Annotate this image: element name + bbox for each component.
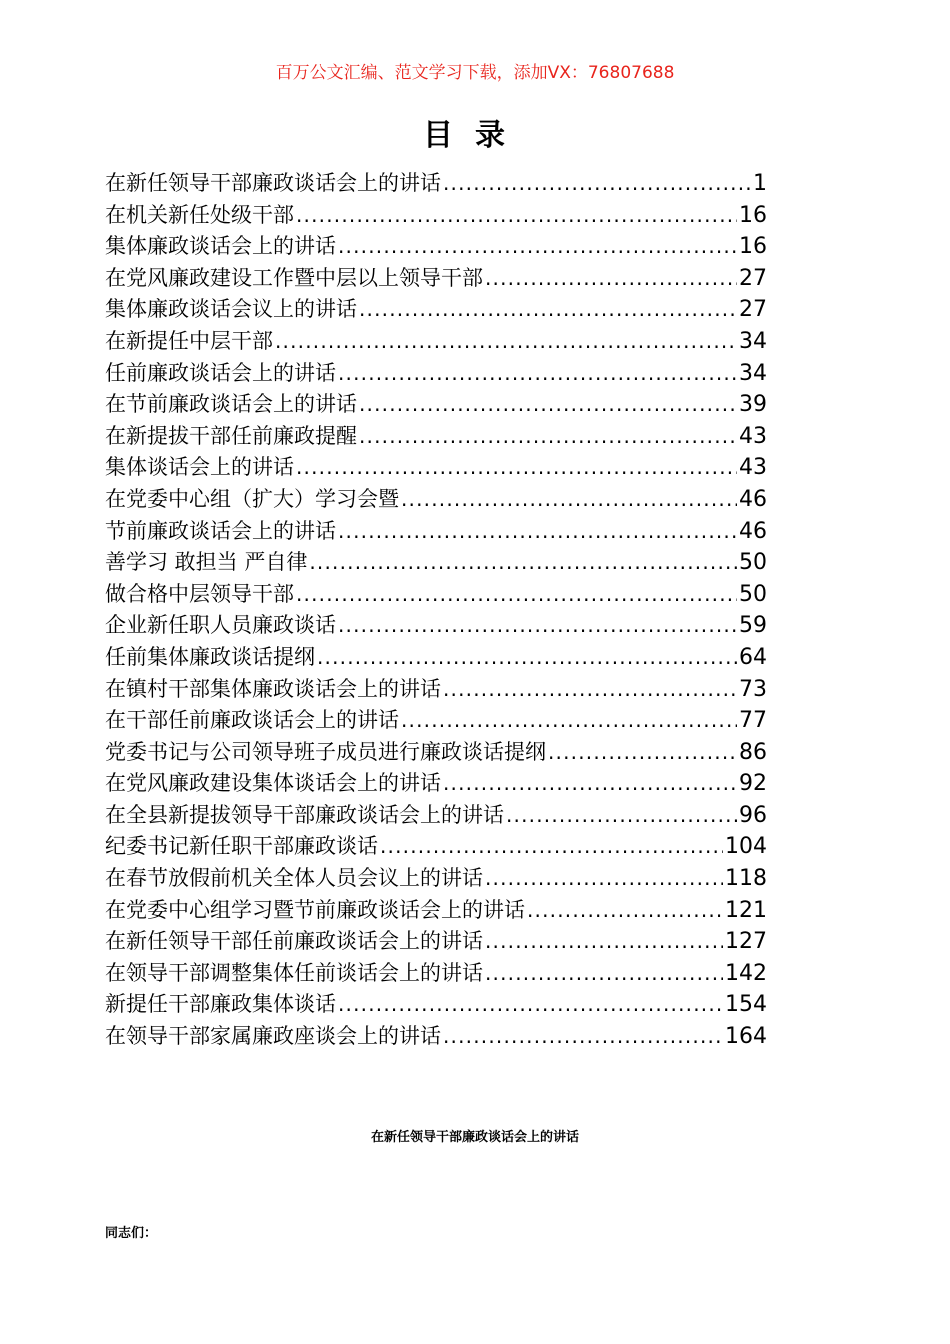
toc-entry[interactable] [105, 831, 767, 863]
toc-dot-leader [296, 452, 737, 484]
toc-dot-leader [401, 484, 737, 516]
toc-entry-page: 154 [725, 992, 767, 1018]
toc-entry-title: 在领导干部家属廉政座谈会上的讲话 [105, 1024, 441, 1049]
toc-entry-page: 64 [739, 644, 767, 670]
toc-entry-page: 104 [725, 834, 767, 860]
toc-entry-page: 73 [739, 676, 767, 702]
toc-entry-page: 34 [739, 360, 767, 386]
toc-entry-title: 在镇村干部集体廉政谈话会上的讲话 [105, 676, 441, 701]
toc-entry-title: 集体谈话会上的讲话 [105, 455, 294, 480]
toc-dot-leader [443, 768, 737, 800]
toc-entry-title: 在党委中心组（扩大）学习会暨 [105, 486, 399, 511]
toc-entry[interactable] [105, 674, 767, 706]
toc-dot-leader [443, 168, 751, 200]
toc-entry-title: 纪委书记新任职干部廉政谈话 [105, 834, 378, 859]
toc-entry-page: 86 [739, 739, 767, 765]
toc-entry-page: 39 [739, 392, 767, 418]
toc-entry-page: 50 [739, 581, 767, 607]
toc-entry-page: 127 [725, 929, 767, 955]
toc-entry-title: 做合格中层领导干部 [105, 581, 294, 606]
toc-entry[interactable] [105, 705, 767, 737]
toc-entry[interactable] [105, 863, 767, 895]
toc-entry-title: 在干部任前廉政谈话会上的讲话 [105, 708, 399, 733]
toc-dot-leader [338, 358, 737, 390]
toc-entry-page: 50 [739, 550, 767, 576]
toc-entry-page: 27 [739, 297, 767, 323]
toc-entry-page: 118 [725, 866, 767, 892]
toc-entry[interactable] [105, 294, 767, 326]
toc-entry-title: 党委书记与公司领导班子成员进行廉政谈话提纲 [105, 739, 546, 764]
toc-entry[interactable] [105, 231, 767, 263]
toc-entry-page: 34 [739, 328, 767, 354]
toc-entry[interactable] [105, 800, 767, 832]
toc-entry-page: 142 [725, 960, 767, 986]
toc-dot-leader [380, 831, 723, 863]
toc-entry-page: 92 [739, 771, 767, 797]
toc-dot-leader [527, 895, 723, 927]
toc-dot-leader [506, 800, 737, 832]
toc-dot-leader [296, 200, 737, 232]
toc-entry-title: 在节前廉政谈话会上的讲话 [105, 392, 357, 417]
toc-dot-leader [359, 421, 737, 453]
toc-entry-title: 在春节放假前机关全体人员会议上的讲话 [105, 866, 483, 891]
toc-entry[interactable] [105, 989, 767, 1021]
toc-entry[interactable] [105, 768, 767, 800]
toc-entry-page: 121 [725, 897, 767, 923]
toc-title: 目录 [423, 118, 527, 153]
table-of-contents [105, 168, 767, 1053]
toc-entry-title: 任前廉政谈话会上的讲话 [105, 360, 336, 385]
toc-entry-title: 在新任领导干部任前廉政谈话会上的讲话 [105, 929, 483, 954]
toc-entry[interactable] [105, 263, 767, 295]
toc-dot-leader [548, 737, 737, 769]
toc-entry[interactable] [105, 389, 767, 421]
toc-entry[interactable] [105, 421, 767, 453]
toc-entry-title: 在新提任中层干部 [105, 328, 273, 353]
toc-entry[interactable] [105, 1021, 767, 1053]
toc-entry-page: 46 [739, 518, 767, 544]
toc-entry[interactable] [105, 579, 767, 611]
toc-entry[interactable] [105, 516, 767, 548]
toc-entry-page: 77 [739, 708, 767, 734]
toc-entry[interactable] [105, 642, 767, 674]
toc-entry[interactable] [105, 926, 767, 958]
toc-entry[interactable] [105, 200, 767, 232]
toc-entry-title: 企业新任职人员廉政谈话 [105, 613, 336, 638]
toc-entry[interactable] [105, 610, 767, 642]
toc-entry[interactable] [105, 452, 767, 484]
toc-dot-leader [485, 863, 723, 895]
toc-dot-leader [443, 1021, 723, 1053]
toc-dot-leader [485, 263, 737, 295]
toc-dot-leader [401, 705, 737, 737]
toc-dot-leader [338, 516, 737, 548]
toc-entry-title: 在新提拔干部任前廉政提醒 [105, 423, 357, 448]
toc-entry[interactable] [105, 547, 767, 579]
toc-dot-leader [359, 389, 737, 421]
toc-entry-title: 节前廉政谈话会上的讲话 [105, 518, 336, 543]
toc-entry-title: 在新任领导干部廉政谈话会上的讲话 [105, 171, 441, 195]
toc-entry[interactable] [105, 895, 767, 927]
toc-entry-title: 在全县新提拔领导干部廉政谈话会上的讲话 [105, 802, 504, 827]
toc-entry[interactable] [105, 737, 767, 769]
toc-entry-page: 27 [739, 265, 767, 291]
toc-entry-page: 46 [739, 486, 767, 512]
toc-entry-title: 在领导干部调整集体任前谈话会上的讲话 [105, 960, 483, 985]
toc-entry-title: 任前集体廉政谈话提纲 [105, 644, 315, 669]
toc-entry-page: 59 [739, 613, 767, 639]
toc-entry-title: 新提任干部廉政集体谈话 [105, 992, 336, 1017]
toc-dot-leader [309, 547, 737, 579]
toc-dot-leader [317, 642, 737, 674]
toc-entry-page: 164 [725, 1024, 767, 1050]
toc-dot-leader [485, 926, 723, 958]
toc-dot-leader [296, 579, 737, 611]
toc-entry[interactable] [105, 958, 767, 990]
greeting: 同志们： [105, 1226, 158, 1241]
toc-entry-page: 96 [739, 802, 767, 828]
toc-entry-title: 善学习 敢担当 严自律 [105, 550, 308, 575]
toc-entry-title: 在机关新任处级干部 [105, 202, 294, 227]
toc-dot-leader [443, 674, 737, 706]
toc-dot-leader [359, 294, 737, 326]
toc-dot-leader [338, 989, 723, 1021]
toc-entry[interactable] [105, 326, 767, 358]
toc-entry-title: 在党风廉政建设工作暨中层以上领导干部 [105, 265, 483, 290]
toc-entry[interactable] [105, 484, 767, 516]
document-title: 在新任领导干部廉政谈话会上的讲话 [370, 1130, 579, 1145]
toc-entry[interactable] [105, 168, 767, 200]
toc-entry-page: 43 [739, 455, 767, 481]
toc-entry-title: 在党委中心组学习暨节前廉政谈话会上的讲话 [105, 897, 525, 922]
toc-entry-title: 集体廉政谈话会议上的讲话 [105, 297, 357, 322]
toc-dot-leader [275, 326, 737, 358]
toc-dot-leader [485, 958, 723, 990]
toc-entry-page: 16 [739, 202, 767, 228]
header-banner: 百万公文汇编、范文学习下载，添加VX：76807688 [275, 63, 675, 83]
toc-dot-leader [338, 610, 737, 642]
toc-entry[interactable] [105, 358, 767, 390]
toc-dot-leader [338, 231, 737, 263]
toc-entry-page: 16 [739, 234, 767, 260]
toc-entry-title: 在党风廉政建设集体谈话会上的讲话 [105, 771, 441, 796]
toc-entry-title: 集体廉政谈话会上的讲话 [105, 234, 336, 259]
toc-entry-page: 1 [753, 171, 767, 196]
toc-entry-page: 43 [739, 423, 767, 449]
